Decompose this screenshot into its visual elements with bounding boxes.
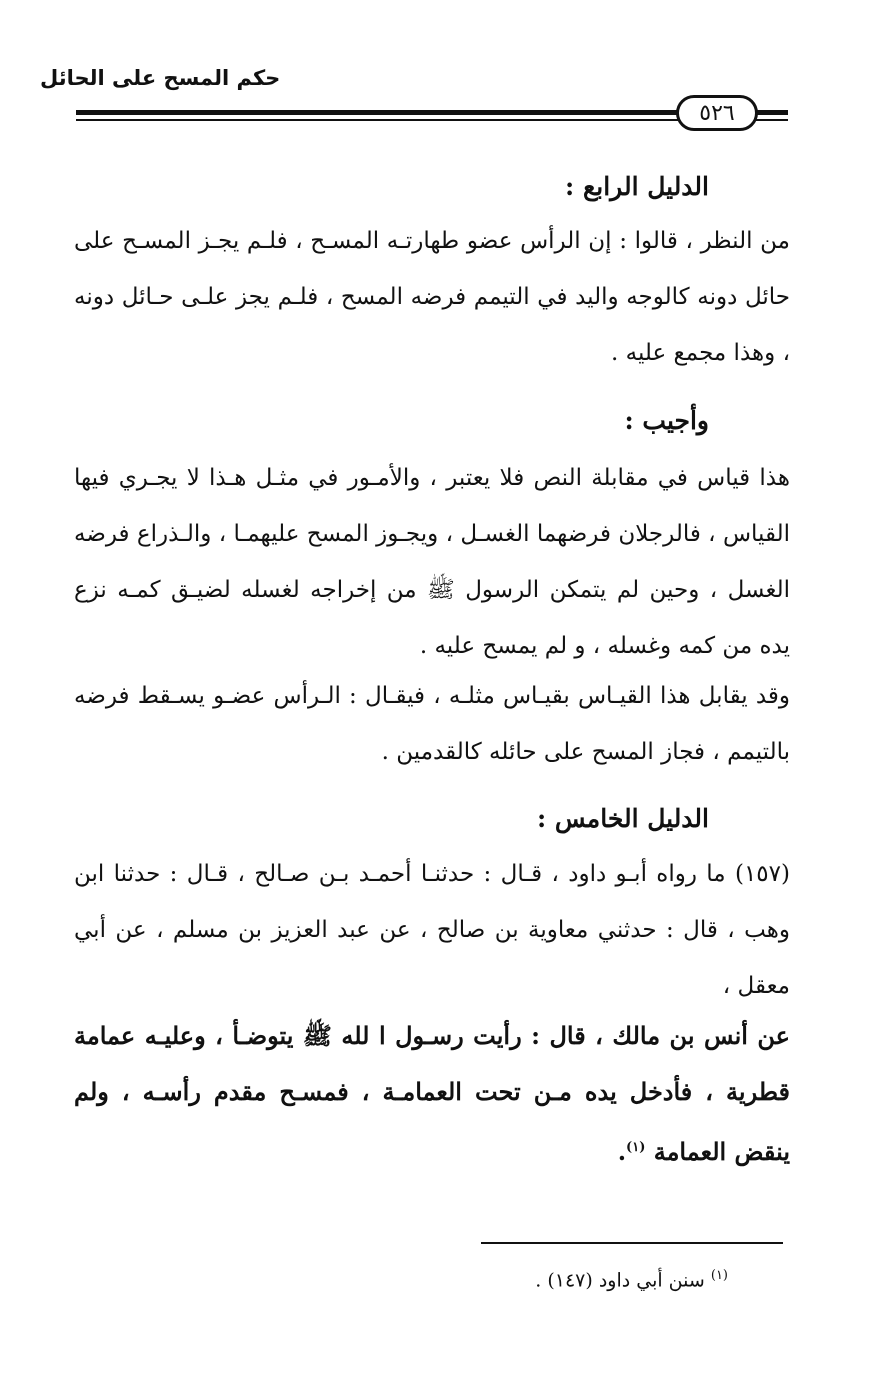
footnote-separator: [481, 1242, 783, 1244]
footnote-reference: (١): [626, 1140, 646, 1155]
section-heading-fifth-evidence: الدليل الخامس :: [537, 804, 709, 833]
hadith-text: عن أنس بن مالك ، قال : رأيت رسـول ا لله ﷺ يتوضـأ ، وعليـه عمامة قطرية ، فأدخل يده مـن تحت العمامـة ، فمسـح مقدم رأسـه ، ولم ينقض العمامة: [74, 1021, 790, 1166]
page-number: ٥٢٦: [699, 100, 735, 126]
footnote-text: سنن أبي داود (١٤٧) .: [535, 1269, 705, 1292]
page-number-badge: [676, 95, 758, 131]
footnote-1: [535, 1268, 728, 1291]
paragraph-reply-1: هذا قياس في مقابلة النص فلا يعتبر ، والأمـور في مثـل هـذا لا يجـري فيها القياس ، فالرجلان فرضهما الغسـل ، ويجـوز المسح عليهمـا ، والـذراع فرضه الغسل ، وحين لم يتمكن الرسول ﷺ من إخراجه لغسله لضيـق كمـه نزع يده من كمه وغسله ، و لم يمسح عليه .: [74, 465, 790, 659]
section-heading-reply: وأجيب :: [624, 406, 709, 435]
running-title: حكم المسح على الحائل: [40, 66, 281, 90]
paragraph-reply-2: وقد يقابل هذا القيـاس بقيـاس مثلـه ، فيقـال : الـرأس عضـو يسـقط فرضه بالتيمم ، فجاز المسح على حائله كالقدمين .: [74, 683, 790, 765]
section-heading-fourth-evidence: الدليل الرابع :: [565, 172, 709, 201]
hadith-end-punctuation: .: [617, 1137, 627, 1166]
paragraph-isnad: (١٥٧) ما رواه أبـو داود ، قـال : حدثنـا أحمـد بـن صـالح ، قـال : حدثنا ابن وهب ، قال : حدثني معاوية بن صالح ، عن عبد العزيز بن مسلم ، عن أبي معقل ،: [74, 861, 790, 999]
footnote-marker: (١): [710, 1268, 728, 1283]
paragraph-hadith-text: [74, 1008, 790, 1180]
paragraph-fourth-evidence: من النظر ، قالوا : إن الرأس عضو طهارتـه المسـح ، فلـم يجـز المسـح على حائل دونه كالوجه واليد في التيمم فرضه المسح ، فلـم يجز علـى حـائل دونه ، وهذا مجمع عليه .: [74, 228, 790, 366]
